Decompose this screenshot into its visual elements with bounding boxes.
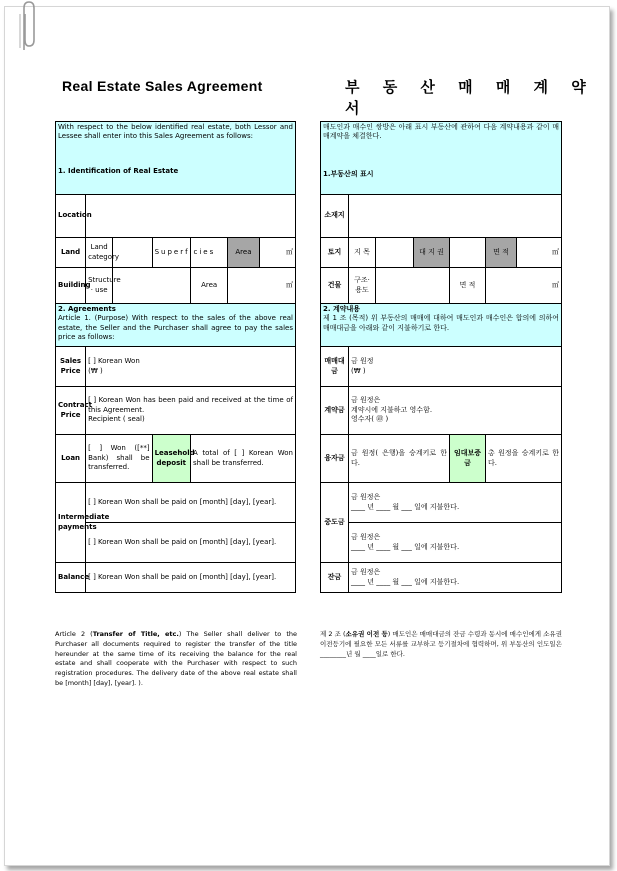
korean-article2-body: ) 매도인은 매매대금의 잔금 수령과 동시에 매수인에게 소유권이전등기에 필요한 모든 서류를 교부하고 등기절차에 협력하며, 위 부동산의 인도일은 ________년 월 ____일로 한다. [320, 630, 562, 658]
sales-price-line2: (₩ ) [88, 366, 103, 375]
korean-article2-title: 소유권 이전 등 [345, 630, 388, 638]
intermediate-payments-label: Intermediate payments [56, 483, 86, 563]
english-agreements-cell [56, 304, 296, 347]
korean-balance-b: ____ 년 ____ 월 ___ 일에 지불한다. [351, 577, 460, 586]
building-area-field[interactable] [228, 268, 296, 304]
sales-price-field[interactable] [86, 347, 296, 387]
korean-contract-price-field[interactable] [349, 387, 562, 435]
korean-intermediate-2a: 금 원정은 [351, 533, 381, 542]
korean-contract-line2: 계약시에 지불하고 영수함. [351, 405, 433, 414]
leasehold-deposit-label: Leasehold deposit [152, 435, 190, 483]
english-section2: 2. Agreements [58, 305, 116, 313]
korean-structure-label: 구조·용도 [349, 268, 376, 304]
korean-leasehold-label: 임대보증금 [450, 435, 486, 483]
location-label: Location [56, 195, 86, 238]
english-article1: Article 1. (Purpose) With respect to the sales of the above real estate, the Seller and the Purchaser shall agree to pay the sales price as follows: [58, 314, 293, 342]
korean-article2 [320, 630, 562, 659]
english-section1: 1. Identification of Real Estate [58, 166, 179, 175]
structure-use-label: Structure · use [86, 268, 113, 304]
korean-category-field[interactable] [376, 238, 414, 268]
building-area-label: Area [190, 268, 227, 304]
korean-sales-price-line2: (₩ ) [351, 366, 366, 375]
korean-structure-field[interactable] [376, 268, 450, 304]
english-article2-title: Transfer of Title, etc. [92, 630, 179, 638]
english-agreement-table [55, 121, 296, 593]
korean-article1: 제 1 조 (목적) 위 부동산의 매매에 대하여 매도인과 매수인은 합의에 의하여 매매대금을 아래와 같이 지불하기로 한다. [323, 314, 559, 332]
korean-building-label: 건물 [321, 268, 349, 304]
contract-recipient: Recipient ( seal) [88, 415, 145, 424]
korean-leasehold-field[interactable]: 총 원정을 승계키로 한다. [486, 435, 562, 483]
balance-label: Balance [56, 563, 86, 593]
korean-area-field[interactable] [517, 238, 562, 268]
building-area-unit: ㎡ [286, 280, 293, 289]
korean-contract-recipient: 영수자( ㊞ ) [351, 415, 389, 424]
land-area-field[interactable] [259, 238, 295, 268]
korean-location-field[interactable] [349, 195, 562, 238]
land-label: Land [56, 238, 86, 268]
paperclip-icon [14, 0, 36, 54]
korean-title: 부 동 산 매 매 계 약 서 [345, 78, 595, 117]
korean-sales-price-line1: 금 원정 [351, 357, 374, 366]
korean-land-area-label: 대 지 권 [414, 238, 450, 268]
sales-price-label: Sales Price [56, 347, 86, 387]
sales-price-line1: [ ] Korean Won [88, 357, 140, 366]
korean-area-label: 면 적 [486, 238, 517, 268]
loan-field[interactable]: [ ] Won ([**] Bank) shall be transferred. [86, 435, 152, 483]
location-field[interactable] [86, 195, 296, 238]
english-title: Real Estate Sales Agreement [62, 78, 263, 94]
english-intro-cell [56, 122, 296, 195]
korean-loan-label: 융자금 [321, 435, 349, 483]
korean-building-area-label: 면 적 [450, 268, 486, 304]
korean-intermediate-label: 중도금 [321, 483, 349, 563]
korean-intermediate-1b: ____ 년 ____ 월 ___ 일에 지불한다. [351, 502, 460, 511]
korean-land-label: 토지 [321, 238, 349, 268]
korean-sales-price-field[interactable] [349, 347, 562, 387]
korean-intro-cell [321, 122, 562, 195]
korean-area-unit: ㎡ [552, 247, 559, 256]
intermediate-payment-2[interactable]: [ ] Korean Won shall be paid on [month] [day], [year]. [86, 523, 296, 563]
loan-label: Loan [56, 435, 86, 483]
structure-use-field[interactable] [113, 268, 191, 304]
superficies-label: Superficies [152, 238, 190, 268]
korean-balance-label: 잔금 [321, 563, 349, 593]
leasehold-deposit-field[interactable]: A total of [ ] Korean Won shall be transferred. [190, 435, 295, 483]
korean-contract-price-label: 계약금 [321, 387, 349, 435]
balance-field[interactable]: [ ] Korean Won shall be paid on [month] [day], [year]. [86, 563, 296, 593]
korean-section1: 1.부동산의 표시 [323, 169, 374, 178]
korean-land-area-field[interactable] [450, 238, 486, 268]
korean-balance-a: 금 원정은 [351, 568, 381, 577]
korean-loan-field[interactable]: 금 원정( 은행)을 승계키로 한다. [349, 435, 450, 483]
land-area-unit: ㎡ [286, 247, 293, 256]
korean-contract-line1: 금 원정은 [351, 396, 381, 405]
korean-balance-field[interactable] [349, 563, 562, 593]
korean-location-label: 소재지 [321, 195, 349, 238]
contract-price-label: Contract Price [56, 387, 86, 435]
korean-building-area-field[interactable] [486, 268, 562, 304]
korean-article2-prefix: 제 2 조 ( [320, 630, 346, 638]
korean-building-area-unit: ㎡ [552, 280, 559, 289]
english-article2-heading: Article 2 ( [55, 630, 93, 638]
english-article2-body: ) The Seller shall deliver to the Purchaser all documents required to register the transfer of the title hereunder at the same time of its receiving the balance for the real estate and shall cooperate with the Purchaser with respect to such registration procedures. The delivery date of the above real estate shall be [month] [day], [year]. ). [55, 630, 298, 687]
building-label: Building [56, 268, 86, 304]
korean-category-label: 지 목 [349, 238, 376, 268]
land-area-label: Area [228, 238, 259, 268]
land-category-label: Land category [86, 238, 113, 268]
contract-price-field[interactable] [86, 387, 296, 435]
korean-intermediate-1[interactable] [349, 483, 562, 523]
korean-intermediate-1a: 금 원정은 [351, 493, 381, 502]
korean-intro: 매도인과 매수인 쌍방은 아래 표시 부동산에 관하여 다음 계약내용과 같이 매매계약을 체결한다. [323, 123, 559, 141]
korean-intermediate-2[interactable] [349, 523, 562, 563]
korean-agreements-cell [321, 304, 562, 347]
korean-intermediate-2b: ____ 년 ____ 월 ___ 일에 지불한다. [351, 542, 460, 551]
intermediate-payment-1[interactable]: [ ] Korean Won shall be paid on [month] [day], [year]. [86, 483, 296, 523]
korean-section2: 2. 계약내용 [323, 305, 361, 313]
korean-agreement-table [320, 121, 562, 593]
contract-price-text: [ ] Korean Won has been paid and received at the time of this Agreement. [88, 396, 293, 414]
english-article2 [55, 630, 297, 689]
korean-sales-price-label: 매매대금 [321, 347, 349, 387]
english-intro: With respect to the below identified real estate, both Lessor and Lessee shall enter into this Sales Agreement as follows: [58, 123, 293, 141]
